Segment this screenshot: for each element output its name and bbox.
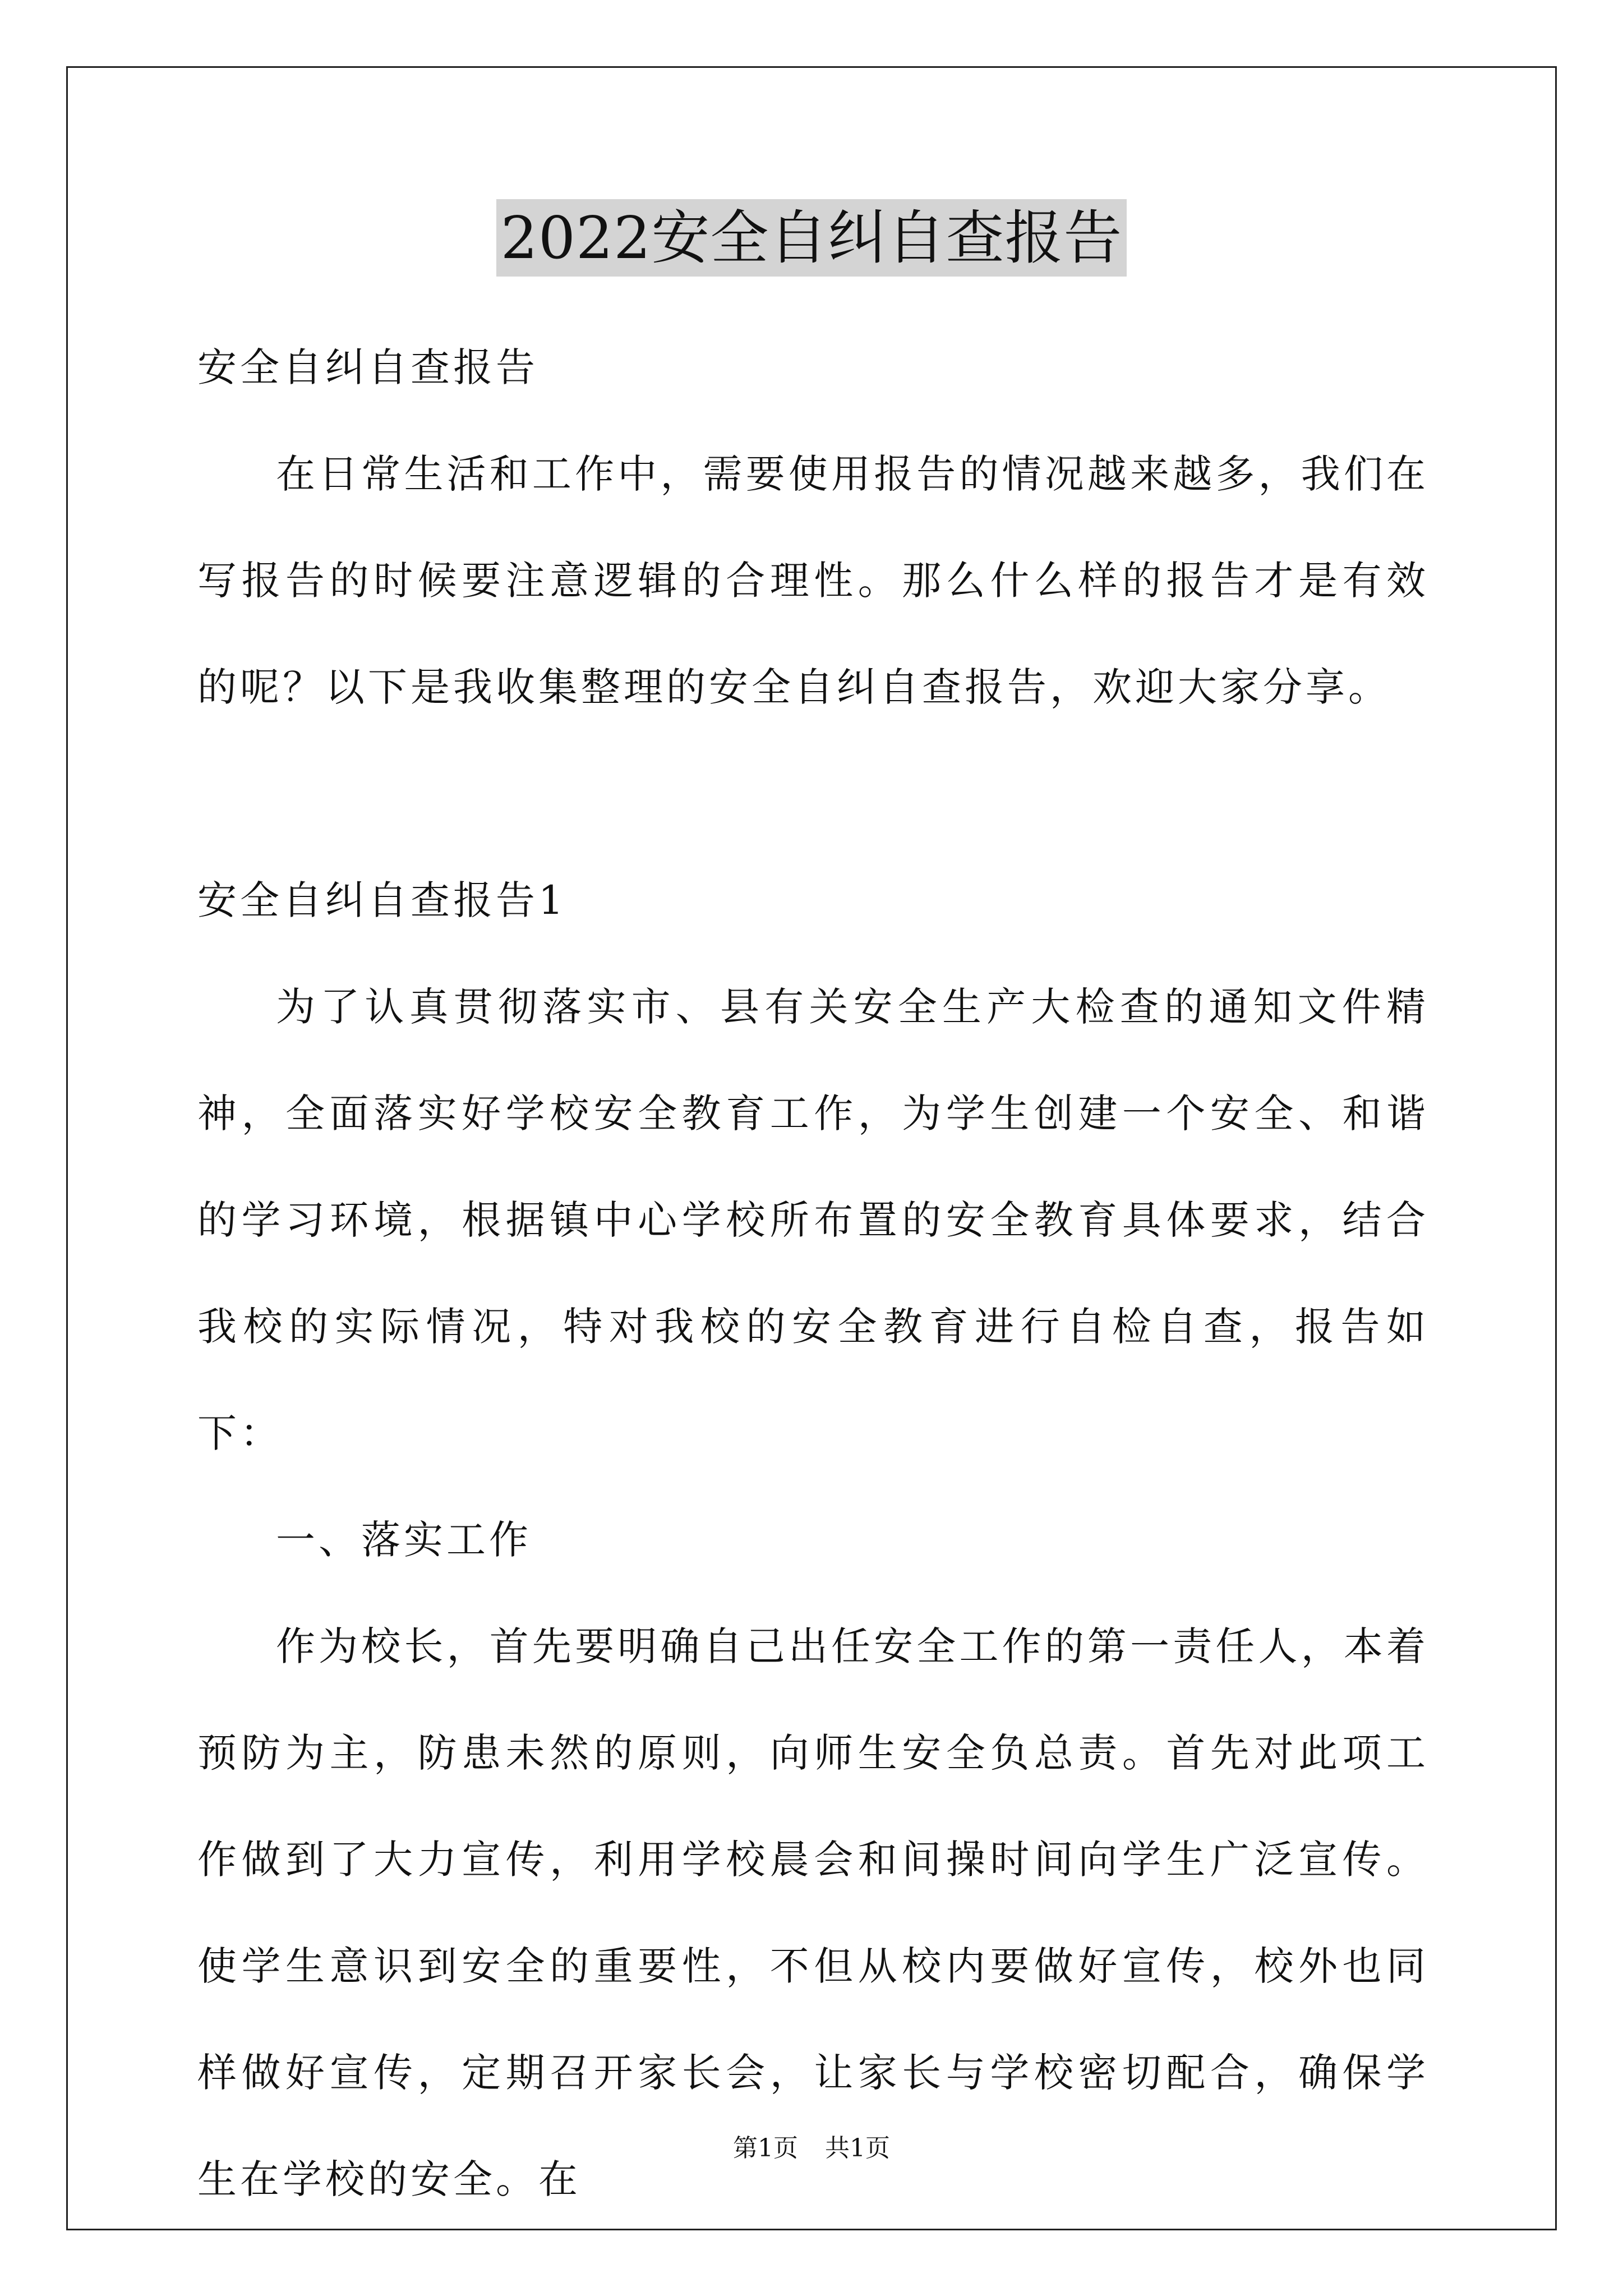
section-heading: 安全自纠自查报告1 <box>197 877 567 923</box>
document-body <box>197 314 1429 2233</box>
document-subtitle: 安全自纠自查报告 <box>197 344 538 390</box>
section-paragraph: 作为校长，首先要明确自己出任安全工作的第一责任人，本着预防为主，防患未然的原则，向师生安全负总责。首先对此项工作做到了大力宣传，利用学校晨会和间操时间向学生广泛宣传。使学生意识到安全的重要性，不但从校内要做好宣传，校外也同样做好宣传，定期召开家长会，让家长与学校密切配合，确保学生在学校的安全。在 <box>197 1623 1429 2202</box>
intro-paragraph: 在日常生活和工作中，需要使用报告的情况越来越多，我们在写报告的时候要注意逻辑的合理性。那么什么样的报告才是有效的呢？以下是我收集整理的安全自纠自查报告，欢迎大家分享。 <box>197 451 1429 710</box>
document-title: 2022安全自纠自查报告 <box>496 199 1127 277</box>
page-number-total: 共1页 <box>825 2134 890 2162</box>
page-number-current: 第1页 <box>733 2134 798 2162</box>
subsection-heading: 一、落实工作 <box>276 1517 532 1563</box>
section-paragraph: 为了认真贯彻落实市、县有关安全生产大检查的通知文件精神，全面落实好学校安全教育工作，为学生创建一个安全、和谐的学习环境，根据镇中心学校所布置的安全教育具体要求，结合我校的实际情况，特对我校的安全教育进行自检自查，报告如下： <box>197 984 1429 1456</box>
page-footer <box>0 2132 1623 2165</box>
title-block <box>0 199 1623 277</box>
